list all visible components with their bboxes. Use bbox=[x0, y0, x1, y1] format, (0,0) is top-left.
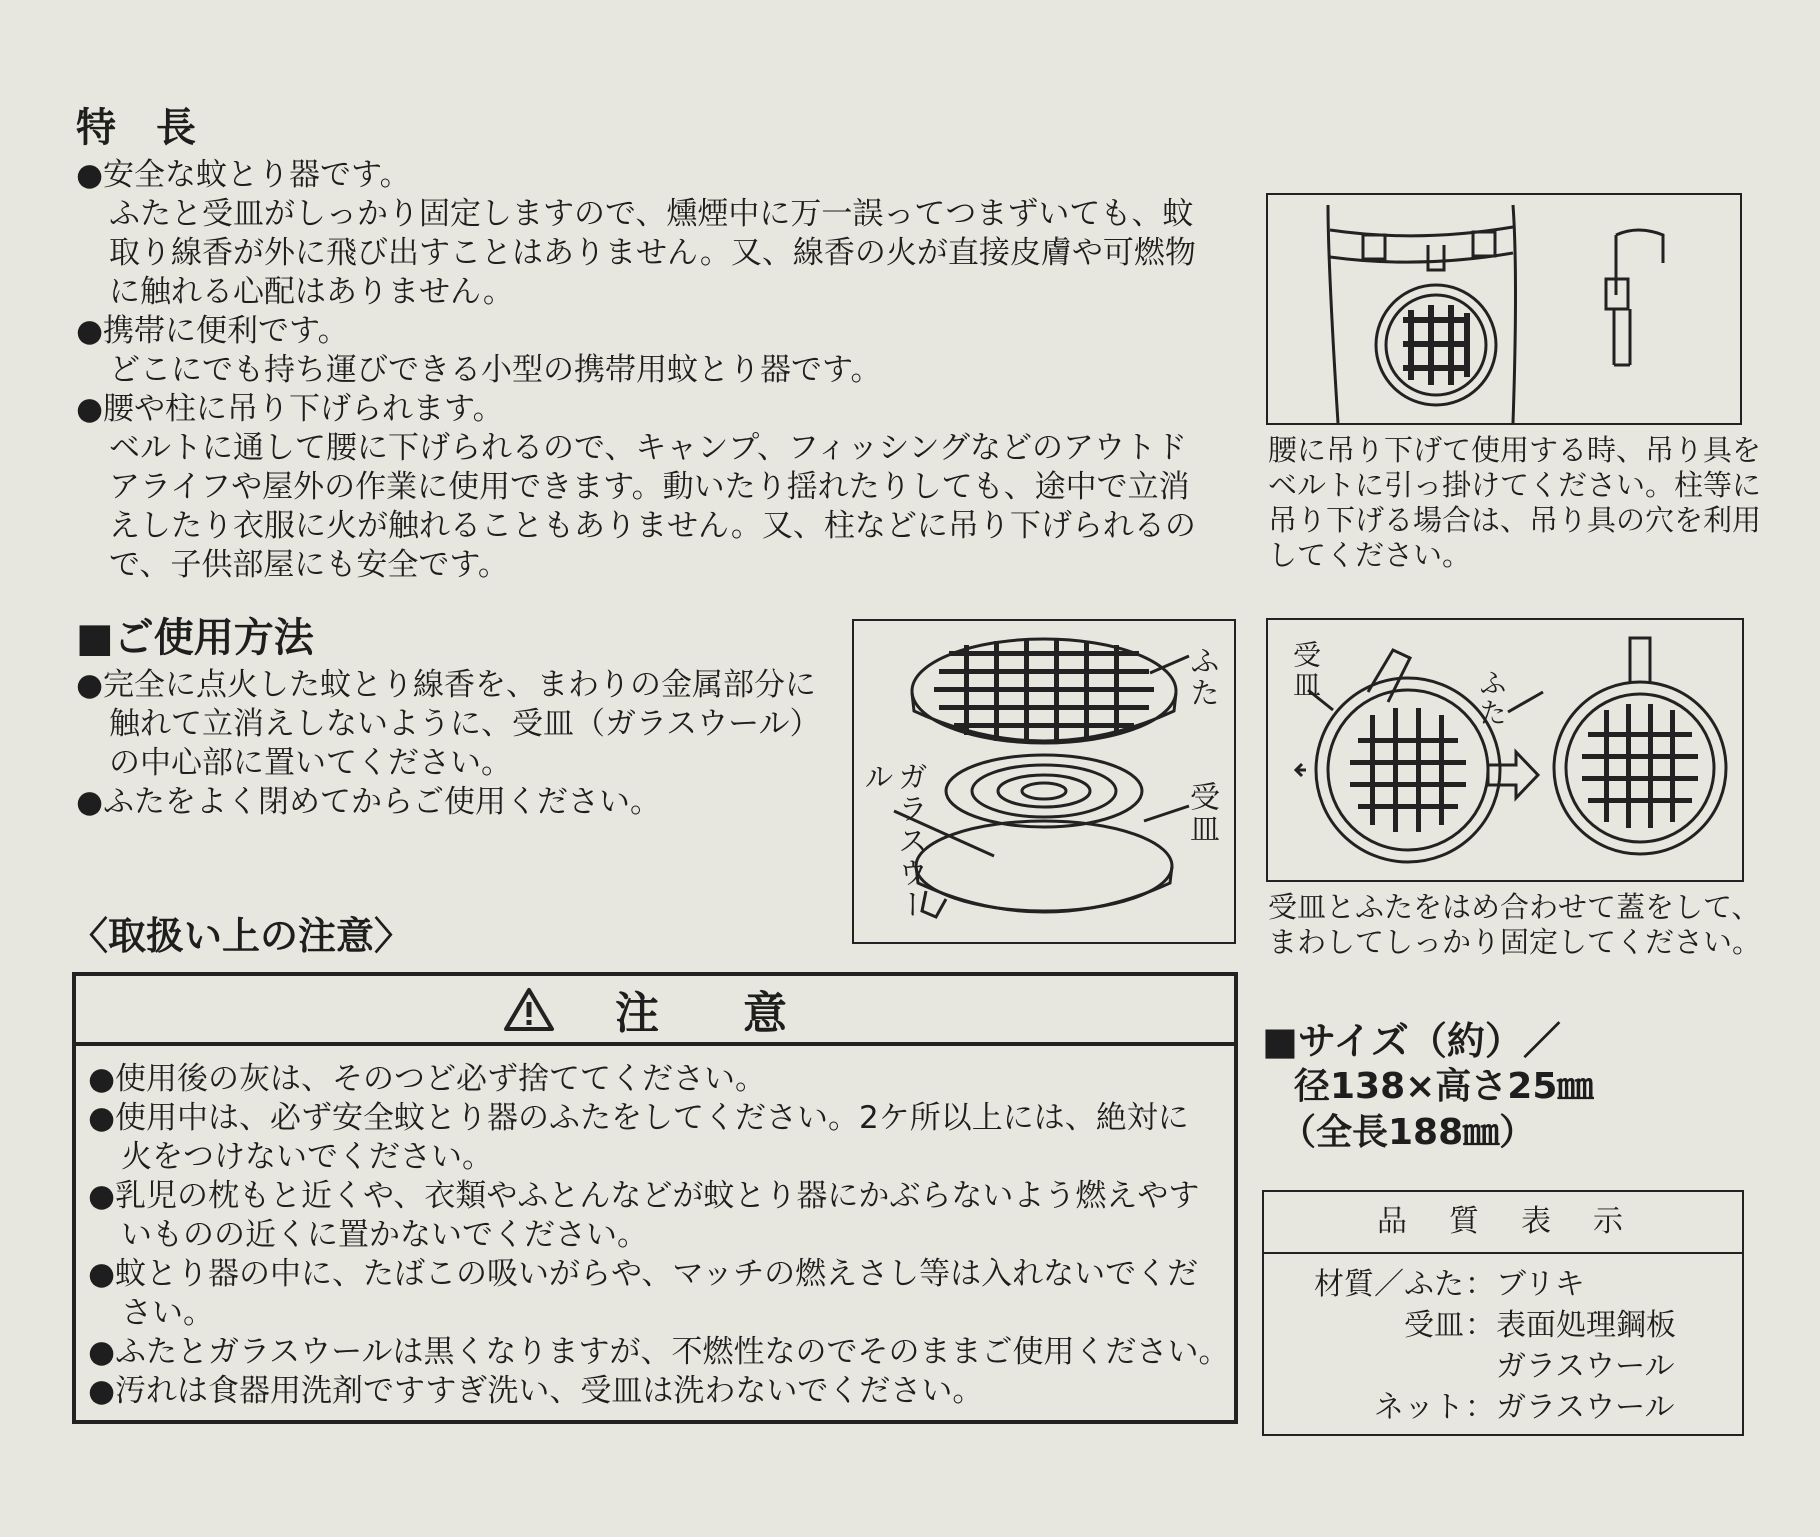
caution-item: ●使用後の灰は、そのつど必ず捨ててください。 bbox=[88, 1061, 767, 1097]
caution-box bbox=[72, 972, 1238, 1424]
caution-header bbox=[76, 976, 1234, 1046]
caption-line: 吊り下げる場合は、吊り具の穴を利用 bbox=[1268, 503, 1762, 537]
assembly-illustration bbox=[1266, 618, 1744, 882]
caution-item-cont: いものの近くに置かないでください。 bbox=[121, 1217, 648, 1253]
quality-row-label: 受皿 bbox=[1404, 1308, 1464, 1343]
assembly-drawing bbox=[1268, 620, 1742, 880]
warning-icon bbox=[503, 986, 555, 1032]
belt-illustration bbox=[1266, 193, 1742, 425]
label-glass-wool: ガラスウール bbox=[858, 761, 927, 921]
caption-line: してください。 bbox=[1268, 538, 1472, 572]
quality-row-value: ガラスウール bbox=[1496, 1349, 1675, 1384]
quality-row bbox=[1264, 1346, 1742, 1387]
quality-row-value: ブリキ bbox=[1496, 1267, 1585, 1302]
quality-row-value: 表面処理鋼板 bbox=[1496, 1308, 1676, 1343]
feature-line: ベルトに通して腰に下げられるので、キャンプ、フィッシングなどのアウトド bbox=[109, 430, 1188, 466]
label-dish: 受皿 bbox=[1289, 640, 1322, 700]
quality-row-value: ガラスウール bbox=[1496, 1390, 1675, 1425]
feature-line: に触れる心配はありません。 bbox=[109, 274, 514, 310]
caution-item: ●乳児の枕もと近くや、衣類やふとんなどが蚊とり器にかぶらないよう燃えやす bbox=[88, 1178, 1200, 1214]
usage-heading: ●完全に点火した蚊とり線香を、まわりの金属部分に bbox=[76, 667, 817, 703]
belt-caption bbox=[1268, 433, 1761, 573]
caption-line: 受皿とふたをはめ合わせて蓋をして、 bbox=[1268, 890, 1761, 924]
assembly-caption bbox=[1268, 890, 1761, 960]
label-lid: ふた bbox=[1475, 668, 1508, 728]
feature-item bbox=[76, 390, 1226, 585]
quality-header: 品 質 表 示 bbox=[1264, 1192, 1742, 1254]
usage-title: ■ご使用方法 bbox=[76, 615, 314, 661]
quality-sep: ： bbox=[1465, 1390, 1495, 1425]
quality-row bbox=[1264, 1264, 1742, 1305]
quality-row-label bbox=[1264, 1346, 1464, 1387]
usage-line: 触れて立消えしないように、受皿（ガラスウール） bbox=[109, 706, 821, 742]
belt-hanging-drawing bbox=[1268, 195, 1740, 423]
feature-item bbox=[76, 156, 1226, 312]
caution-title: 注 意 bbox=[615, 988, 807, 1039]
quality-sep: ： bbox=[1465, 1267, 1495, 1302]
feature-heading: ●腰や柱に吊り下げられます。 bbox=[76, 391, 504, 427]
parts-illustration bbox=[852, 619, 1236, 944]
features-title: 特 長 bbox=[76, 105, 196, 151]
feature-line: どこにでも持ち運びできる小型の携帯用蚊とり器です。 bbox=[109, 352, 882, 388]
feature-line: ふたと受皿がしっかり固定しますので、燻煙中に万一誤ってつまずいても、蚊 bbox=[109, 196, 1194, 232]
caution-item-cont: 火をつけないでください。 bbox=[121, 1139, 493, 1175]
size-length: （全長188㎜） bbox=[1280, 1112, 1536, 1153]
caution-item: ●汚れは食器用洗剤ですすぎ洗い、受皿は洗わないでください。 bbox=[88, 1373, 984, 1409]
quality-row bbox=[1264, 1305, 1742, 1346]
feature-line: で、子供部屋にも安全です。 bbox=[109, 547, 509, 583]
feature-heading: ●携帯に便利です。 bbox=[76, 313, 349, 349]
quality-row-label: 材質／ふた bbox=[1314, 1267, 1464, 1302]
feature-heading: ●安全な蚊とり器です。 bbox=[76, 157, 411, 193]
feature-line: えしたり衣服に火が触れることもありません。又、柱などに吊り下げられるの bbox=[109, 508, 1196, 544]
features-section bbox=[76, 104, 1226, 585]
feature-line: 取り線香が外に飛び出すことはありません。又、線香の火が直接皮膚や可燃物 bbox=[109, 235, 1196, 271]
caption-line: 腰に吊り下げて使用する時、吊り具を bbox=[1268, 433, 1762, 467]
caution-item: ●蚊とり器の中に、たばこの吸いがらや、マッチの燃えさし等は入れないでくだ bbox=[88, 1256, 1199, 1292]
caution-list bbox=[76, 1046, 1234, 1411]
feature-item bbox=[76, 312, 1226, 390]
caution-item: ●使用中は、必ず安全蚊とり器のふたをしてください。2ケ所以上には、絶対に bbox=[88, 1100, 1189, 1136]
quality-row-label: ネット bbox=[1374, 1390, 1464, 1425]
quality-label-box bbox=[1262, 1190, 1744, 1436]
usage-heading: ●ふたをよく閉めてからご使用ください。 bbox=[76, 784, 662, 820]
quality-sep: ： bbox=[1465, 1308, 1495, 1343]
handling-title: 〈取扱い上の注意〉 bbox=[70, 914, 413, 958]
label-dish: 受皿 bbox=[1184, 781, 1219, 845]
size-section bbox=[1262, 1018, 1593, 1156]
label-lid: ふた bbox=[1184, 645, 1219, 709]
caption-line: まわしてしっかり固定してください。 bbox=[1268, 925, 1762, 959]
feature-line: アライフや屋外の作業に使用できます。動いたり揺れたりしても、途中で立消 bbox=[109, 469, 1190, 505]
size-dimensions: 径138×高さ25㎜ bbox=[1294, 1066, 1594, 1107]
quality-sep-blank bbox=[1464, 1346, 1496, 1387]
caution-item: ●ふたとガラスウールは黒くなりますが、不燃性なのでそのままご使用ください。 bbox=[88, 1334, 1230, 1370]
caption-line: ベルトに引っ掛けてください。柱等に bbox=[1268, 468, 1762, 502]
size-title: ■サイズ（約）／ bbox=[1262, 1019, 1561, 1063]
caution-item-cont: さい。 bbox=[121, 1295, 214, 1331]
quality-rows bbox=[1264, 1254, 1742, 1428]
usage-section bbox=[76, 614, 856, 822]
quality-row bbox=[1264, 1387, 1742, 1428]
usage-line: の中心部に置いてください。 bbox=[109, 745, 512, 781]
